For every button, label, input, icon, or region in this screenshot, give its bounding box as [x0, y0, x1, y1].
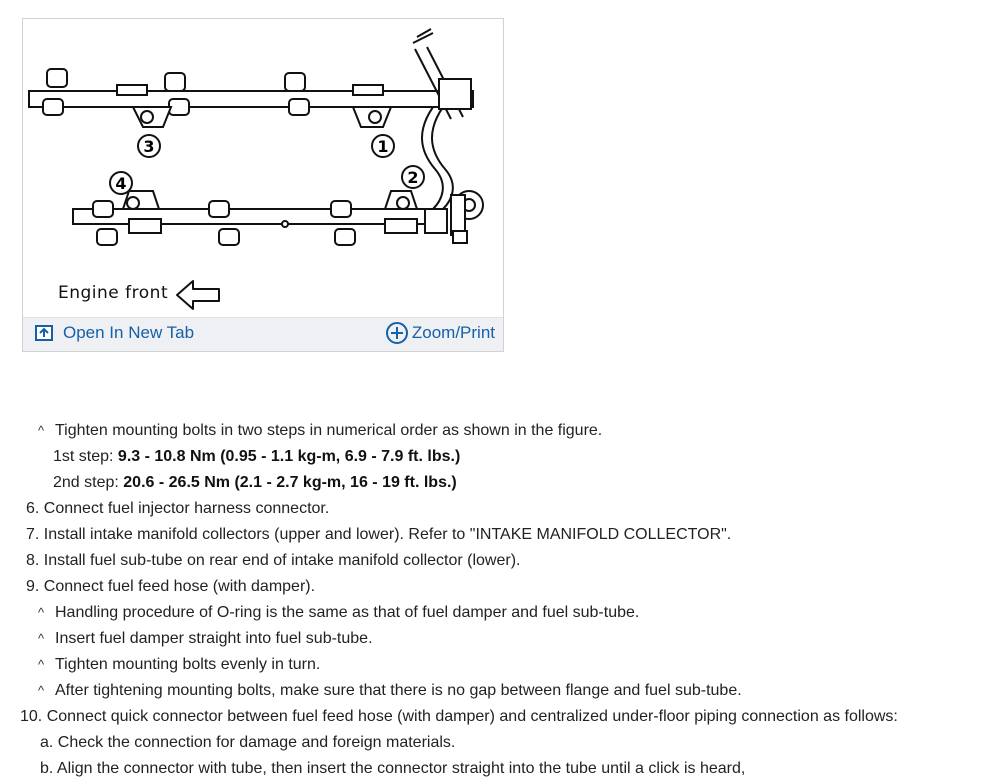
engine-front-arrow-icon	[177, 281, 219, 309]
engine-front-label: Engine front	[58, 283, 169, 303]
list-item: 7. Install intake manifold collectors (upper and lower). Refer to "INTAKE MANIFOLD COLLECTOR".	[26, 526, 732, 543]
torque-step-2-value: 20.6 - 26.5 Nm (2.1 - 2.7 kg-m, 16 - 19 ft. lbs.)	[123, 474, 457, 491]
callout-1	[372, 135, 394, 157]
callout-4	[110, 172, 132, 194]
zoom-print-button[interactable]	[385, 321, 495, 345]
svg-text:4: 4	[115, 174, 127, 193]
sub-note: ^ Tighten mounting bolts evenly in turn.	[38, 652, 320, 678]
tighten-note: ^ Tighten mounting bolts in two steps in numerical order as shown in the figure.	[38, 418, 602, 444]
plus-circle-icon	[385, 321, 409, 345]
caret-icon: ^	[38, 423, 45, 438]
list-item: 9. Connect fuel feed hose (with damper).	[26, 578, 316, 595]
list-item: 6. Connect fuel injector harness connector.	[26, 500, 330, 517]
open-in-new-tab-label: Open In New Tab	[63, 323, 195, 342]
caret-icon: ^	[38, 605, 45, 620]
sub-note: ^ Handling procedure of O-ring is the same as that of fuel damper and fuel sub-tube.	[38, 600, 639, 626]
callout-3	[138, 135, 160, 157]
svg-text:3: 3	[143, 137, 155, 156]
list-item: 8. Install fuel sub-tube on rear end of intake manifold collector (lower).	[26, 552, 521, 569]
sub-note: ^ Insert fuel damper straight into fuel sub-tube.	[38, 626, 373, 652]
list-item: 10. Connect quick connector between fuel feed hose (with damper) and centralized under-floor piping connection as follows:	[20, 708, 898, 725]
torque-step-1-value: 9.3 - 10.8 Nm (0.95 - 1.1 kg-m, 6.9 - 7.9 ft. lbs.)	[117, 448, 461, 465]
open-in-new-tab-button[interactable]	[35, 323, 194, 343]
figure-toolbar	[23, 317, 503, 351]
lower-fuel-rail	[73, 209, 425, 224]
sub-note: ^ After tightening mounting bolts, make sure that there is no gap between flange and fuel sub-tube.	[38, 678, 742, 704]
callout-2	[402, 166, 424, 188]
figure-card	[22, 18, 504, 352]
svg-text:2: 2	[407, 168, 419, 187]
fuel-rail-diagram[interactable]	[23, 19, 503, 319]
upper-fuel-rail	[29, 91, 473, 107]
zoom-print-label: Zoom/Print	[411, 323, 495, 342]
torque-step-1: 1st step: 9.3 - 10.8 Nm (0.95 - 1.1 kg-m, 6.9 - 7.9 ft. lbs.)	[53, 448, 461, 465]
open-in-new-tab-icon	[35, 325, 53, 341]
caret-icon: ^	[38, 657, 45, 672]
caret-icon: ^	[38, 683, 45, 698]
sub-step-a: a. Check the connection for damage and foreign materials.	[40, 734, 456, 751]
svg-text:1: 1	[377, 137, 389, 156]
sub-step-b: b. Align the connector with tube, then insert the connector straight into the tube until a click is heard,	[40, 760, 746, 777]
torque-step-2: 2nd step: 20.6 - 26.5 Nm (2.1 - 2.7 kg-m, 16 - 19 ft. lbs.)	[53, 474, 457, 491]
caret-icon: ^	[38, 631, 45, 646]
